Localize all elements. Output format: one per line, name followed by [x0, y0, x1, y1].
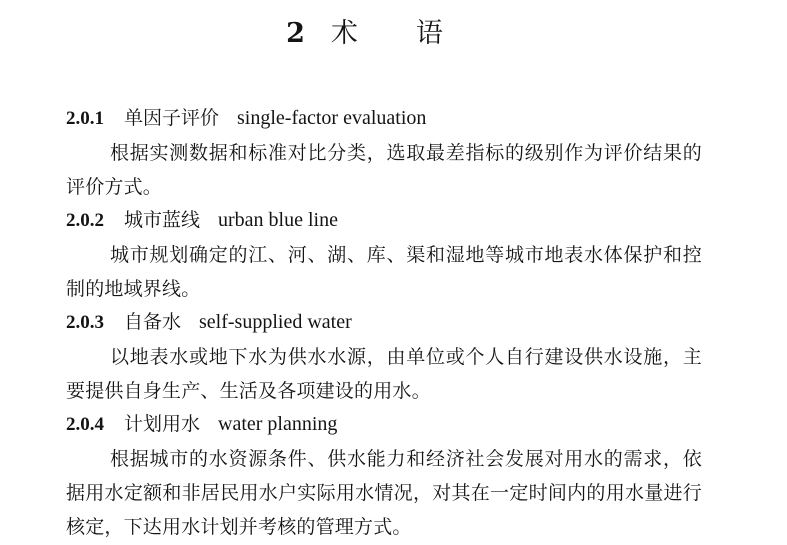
term-heading [66, 307, 352, 338]
term-name-en: water planning [218, 413, 338, 435]
term-number: 2.0.4 [66, 414, 104, 435]
term-definition: 城市规划确定的江、河、湖、库、渠和湿地等城市地表水体保护和控制的地域界线。 [66, 244, 702, 300]
term-heading [66, 409, 337, 440]
term-definition: 以地表水或地下水为供水水源，由单位或个人自行建设供水设施，主要提供自身生产、生活及各项建设的用水。 [66, 346, 702, 402]
term-heading [66, 205, 338, 236]
chapter-title [0, 14, 787, 54]
term-name-en: single-factor evaluation [237, 107, 427, 129]
term-number: 2.0.2 [66, 210, 104, 231]
term-definition: 根据城市的水资源条件、供水能力和经济社会发展对用水的需求，依据用水定额和非居民用水户实际用水情况，对其在一定时间内的用水量进行核定，下达用水计划并考核的管理方式。 [66, 448, 702, 538]
term-name-zh: 城市蓝线 [124, 209, 201, 231]
term-number: 2.0.3 [66, 312, 104, 333]
chapter-number: 2 [286, 18, 305, 49]
term-name-zh: 计划用水 [124, 413, 201, 435]
term-name-en: self-supplied water [199, 311, 352, 333]
chapter-title-text: 术语 [330, 18, 501, 49]
term-name-zh: 自备水 [124, 311, 182, 333]
term-heading [66, 103, 426, 134]
term-number: 2.0.1 [66, 108, 104, 129]
term-definition: 根据实测数据和标准对比分类，选取最差指标的级别作为评价结果的评价方式。 [66, 142, 702, 198]
term-name-en: urban blue line [218, 209, 338, 231]
term-name-zh: 单因子评价 [124, 107, 220, 129]
